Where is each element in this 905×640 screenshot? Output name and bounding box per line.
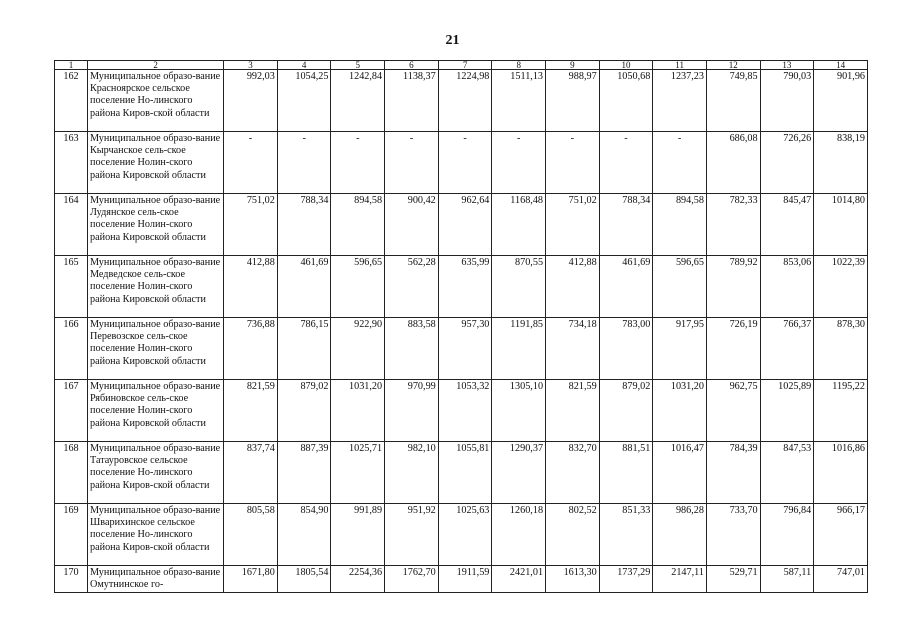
value-cell-col-7: 1224,98 bbox=[438, 70, 492, 132]
table-row bbox=[55, 566, 868, 593]
value-cell-col-3: 412,88 bbox=[224, 256, 278, 318]
value-cell-col-5: 1031,20 bbox=[331, 380, 385, 442]
page-number: 21 bbox=[445, 33, 460, 48]
value-cell-col-3: 1671,80 bbox=[224, 566, 278, 593]
value-cell-col-4: 1054,25 bbox=[277, 70, 331, 132]
row-number: 166 bbox=[55, 318, 88, 380]
value-cell-col-9: 832,70 bbox=[546, 442, 600, 504]
value-cell-col-6: 1762,70 bbox=[385, 566, 439, 593]
value-cell-col-3: 992,03 bbox=[224, 70, 278, 132]
column-header-10: 10 bbox=[599, 61, 653, 70]
column-header-7: 7 bbox=[438, 61, 492, 70]
value-cell-col-8: 1191,85 bbox=[492, 318, 546, 380]
row-number: 164 bbox=[55, 194, 88, 256]
value-cell-col-10: 1737,29 bbox=[599, 566, 653, 593]
value-cell-col-10: 851,33 bbox=[599, 504, 653, 566]
value-cell-col-14: 901,96 bbox=[814, 70, 868, 132]
value-cell-col-14: 1195,22 bbox=[814, 380, 868, 442]
value-cell-col-3: 821,59 bbox=[224, 380, 278, 442]
value-cell-col-11: 1031,20 bbox=[653, 380, 707, 442]
value-cell-col-5: - bbox=[331, 132, 385, 194]
value-cell-col-8: 1290,37 bbox=[492, 442, 546, 504]
value-cell-col-10: 461,69 bbox=[599, 256, 653, 318]
value-cell-col-4: 788,34 bbox=[277, 194, 331, 256]
value-cell-col-7: 957,30 bbox=[438, 318, 492, 380]
value-cell-col-8: 1168,48 bbox=[492, 194, 546, 256]
value-cell-col-13: 1025,89 bbox=[760, 380, 814, 442]
value-cell-col-5: 922,90 bbox=[331, 318, 385, 380]
value-cell-col-5: 894,58 bbox=[331, 194, 385, 256]
row-number: 170 bbox=[55, 566, 88, 593]
value-cell-col-12: 749,85 bbox=[706, 70, 760, 132]
table-row bbox=[55, 318, 868, 380]
value-cell-col-6: 951,92 bbox=[385, 504, 439, 566]
column-header-14: 14 bbox=[814, 61, 868, 70]
row-number: 167 bbox=[55, 380, 88, 442]
value-cell-col-14: 1022,39 bbox=[814, 256, 868, 318]
value-cell-col-4: 786,15 bbox=[277, 318, 331, 380]
value-cell-col-9: 734,18 bbox=[546, 318, 600, 380]
municipality-name: Муниципальное образо-вание Кырчанское сель-ское поселение Нолин-ского района Кировской области bbox=[88, 132, 224, 194]
value-cell-col-8: 2421,01 bbox=[492, 566, 546, 593]
value-cell-col-3: 736,88 bbox=[224, 318, 278, 380]
value-cell-col-11: 596,65 bbox=[653, 256, 707, 318]
value-cell-col-13: 766,37 bbox=[760, 318, 814, 380]
value-cell-col-9: 751,02 bbox=[546, 194, 600, 256]
value-cell-col-9: 1613,30 bbox=[546, 566, 600, 593]
value-cell-col-12: 782,33 bbox=[706, 194, 760, 256]
table-row bbox=[55, 256, 868, 318]
table-row bbox=[55, 380, 868, 442]
value-cell-col-8: 1511,13 bbox=[492, 70, 546, 132]
value-cell-col-14: 838,19 bbox=[814, 132, 868, 194]
value-cell-col-9: 412,88 bbox=[546, 256, 600, 318]
value-cell-col-12: 686,08 bbox=[706, 132, 760, 194]
municipality-name: Муниципальное образо-вание Медведское сель-ское поселение Нолин-ского района Кировской области bbox=[88, 256, 224, 318]
value-cell-col-6: - bbox=[385, 132, 439, 194]
value-cell-col-11: - bbox=[653, 132, 707, 194]
value-cell-col-13: 726,26 bbox=[760, 132, 814, 194]
value-cell-col-4: 887,39 bbox=[277, 442, 331, 504]
value-cell-col-14: 1014,80 bbox=[814, 194, 868, 256]
value-cell-col-5: 2254,36 bbox=[331, 566, 385, 593]
value-cell-col-12: 962,75 bbox=[706, 380, 760, 442]
municipality-name: Муниципальное образо-вание Рябиновское сель-ское поселение Нолин-ского района Кировской области bbox=[88, 380, 224, 442]
municipality-name: Муниципальное образо-вание Омутнинское го- bbox=[88, 566, 224, 593]
value-cell-col-3: 837,74 bbox=[224, 442, 278, 504]
value-cell-col-6: 970,99 bbox=[385, 380, 439, 442]
value-cell-col-4: - bbox=[277, 132, 331, 194]
table-row bbox=[55, 70, 868, 132]
value-cell-col-8: 1305,10 bbox=[492, 380, 546, 442]
header-row bbox=[55, 61, 868, 70]
value-cell-col-11: 917,95 bbox=[653, 318, 707, 380]
column-header-3: 3 bbox=[224, 61, 278, 70]
row-number: 162 bbox=[55, 70, 88, 132]
value-cell-col-10: 788,34 bbox=[599, 194, 653, 256]
value-cell-col-7: - bbox=[438, 132, 492, 194]
value-cell-col-5: 1025,71 bbox=[331, 442, 385, 504]
value-cell-col-13: 845,47 bbox=[760, 194, 814, 256]
data-table bbox=[54, 60, 868, 593]
value-cell-col-7: 1053,32 bbox=[438, 380, 492, 442]
column-header-13: 13 bbox=[760, 61, 814, 70]
value-cell-col-13: 796,84 bbox=[760, 504, 814, 566]
row-number: 168 bbox=[55, 442, 88, 504]
value-cell-col-7: 1025,63 bbox=[438, 504, 492, 566]
column-header-9: 9 bbox=[546, 61, 600, 70]
value-cell-col-14: 747,01 bbox=[814, 566, 868, 593]
value-cell-col-4: 854,90 bbox=[277, 504, 331, 566]
value-cell-col-4: 1805,54 bbox=[277, 566, 331, 593]
row-number: 163 bbox=[55, 132, 88, 194]
table-row bbox=[55, 442, 868, 504]
municipality-name: Муниципальное образо-вание Татауровское сельское поселение Но-линского района Киров-ской области bbox=[88, 442, 224, 504]
column-header-12: 12 bbox=[706, 61, 760, 70]
municipality-name: Муниципальное образо-вание Шварихинское сельское поселение Но-линского района Киров-ской области bbox=[88, 504, 224, 566]
value-cell-col-6: 1138,37 bbox=[385, 70, 439, 132]
value-cell-col-8: 1260,18 bbox=[492, 504, 546, 566]
column-header-5: 5 bbox=[331, 61, 385, 70]
municipality-name: Муниципальное образо-вание Красноярское сельское поселение Но-линского района Киров-ской области bbox=[88, 70, 224, 132]
value-cell-col-13: 790,03 bbox=[760, 70, 814, 132]
value-cell-col-12: 784,39 bbox=[706, 442, 760, 504]
value-cell-col-11: 1016,47 bbox=[653, 442, 707, 504]
value-cell-col-9: 988,97 bbox=[546, 70, 600, 132]
value-cell-col-7: 1055,81 bbox=[438, 442, 492, 504]
value-cell-col-10: 879,02 bbox=[599, 380, 653, 442]
value-cell-col-8: - bbox=[492, 132, 546, 194]
value-cell-col-6: 562,28 bbox=[385, 256, 439, 318]
value-cell-col-13: 847,53 bbox=[760, 442, 814, 504]
municipality-name: Муниципальное образо-вание Лудянское сель-ское поселение Нолин-ского района Кировской области bbox=[88, 194, 224, 256]
value-cell-col-10: 881,51 bbox=[599, 442, 653, 504]
value-cell-col-5: 596,65 bbox=[331, 256, 385, 318]
value-cell-col-10: - bbox=[599, 132, 653, 194]
value-cell-col-14: 966,17 bbox=[814, 504, 868, 566]
value-cell-col-3: 805,58 bbox=[224, 504, 278, 566]
value-cell-col-7: 635,99 bbox=[438, 256, 492, 318]
value-cell-col-14: 1016,86 bbox=[814, 442, 868, 504]
value-cell-col-9: - bbox=[546, 132, 600, 194]
value-cell-col-12: 733,70 bbox=[706, 504, 760, 566]
table-body bbox=[55, 70, 868, 593]
value-cell-col-6: 982,10 bbox=[385, 442, 439, 504]
column-header-11: 11 bbox=[653, 61, 707, 70]
value-cell-col-10: 1050,68 bbox=[599, 70, 653, 132]
column-header-2: 2 bbox=[88, 61, 224, 70]
value-cell-col-9: 821,59 bbox=[546, 380, 600, 442]
value-cell-col-11: 1237,23 bbox=[653, 70, 707, 132]
column-header-4: 4 bbox=[277, 61, 331, 70]
value-cell-col-5: 991,89 bbox=[331, 504, 385, 566]
value-cell-col-6: 900,42 bbox=[385, 194, 439, 256]
value-cell-col-7: 962,64 bbox=[438, 194, 492, 256]
value-cell-col-10: 783,00 bbox=[599, 318, 653, 380]
row-number: 165 bbox=[55, 256, 88, 318]
column-header-6: 6 bbox=[385, 61, 439, 70]
value-cell-col-13: 587,11 bbox=[760, 566, 814, 593]
value-cell-col-12: 529,71 bbox=[706, 566, 760, 593]
value-cell-col-11: 986,28 bbox=[653, 504, 707, 566]
row-number: 169 bbox=[55, 504, 88, 566]
value-cell-col-4: 879,02 bbox=[277, 380, 331, 442]
value-cell-col-9: 802,52 bbox=[546, 504, 600, 566]
table-row bbox=[55, 132, 868, 194]
table-row bbox=[55, 194, 868, 256]
value-cell-col-13: 853,06 bbox=[760, 256, 814, 318]
value-cell-col-7: 1911,59 bbox=[438, 566, 492, 593]
value-cell-col-11: 894,58 bbox=[653, 194, 707, 256]
value-cell-col-12: 789,92 bbox=[706, 256, 760, 318]
value-cell-col-8: 870,55 bbox=[492, 256, 546, 318]
column-header-1: 1 bbox=[55, 61, 88, 70]
value-cell-col-12: 726,19 bbox=[706, 318, 760, 380]
value-cell-col-5: 1242,84 bbox=[331, 70, 385, 132]
municipality-name: Муниципальное образо-вание Перевозское сель-ское поселение Нолин-ского района Кировской области bbox=[88, 318, 224, 380]
value-cell-col-6: 883,58 bbox=[385, 318, 439, 380]
value-cell-col-11: 2147,11 bbox=[653, 566, 707, 593]
table-row bbox=[55, 504, 868, 566]
value-cell-col-4: 461,69 bbox=[277, 256, 331, 318]
value-cell-col-3: - bbox=[224, 132, 278, 194]
column-header-8: 8 bbox=[492, 61, 546, 70]
value-cell-col-14: 878,30 bbox=[814, 318, 868, 380]
value-cell-col-3: 751,02 bbox=[224, 194, 278, 256]
